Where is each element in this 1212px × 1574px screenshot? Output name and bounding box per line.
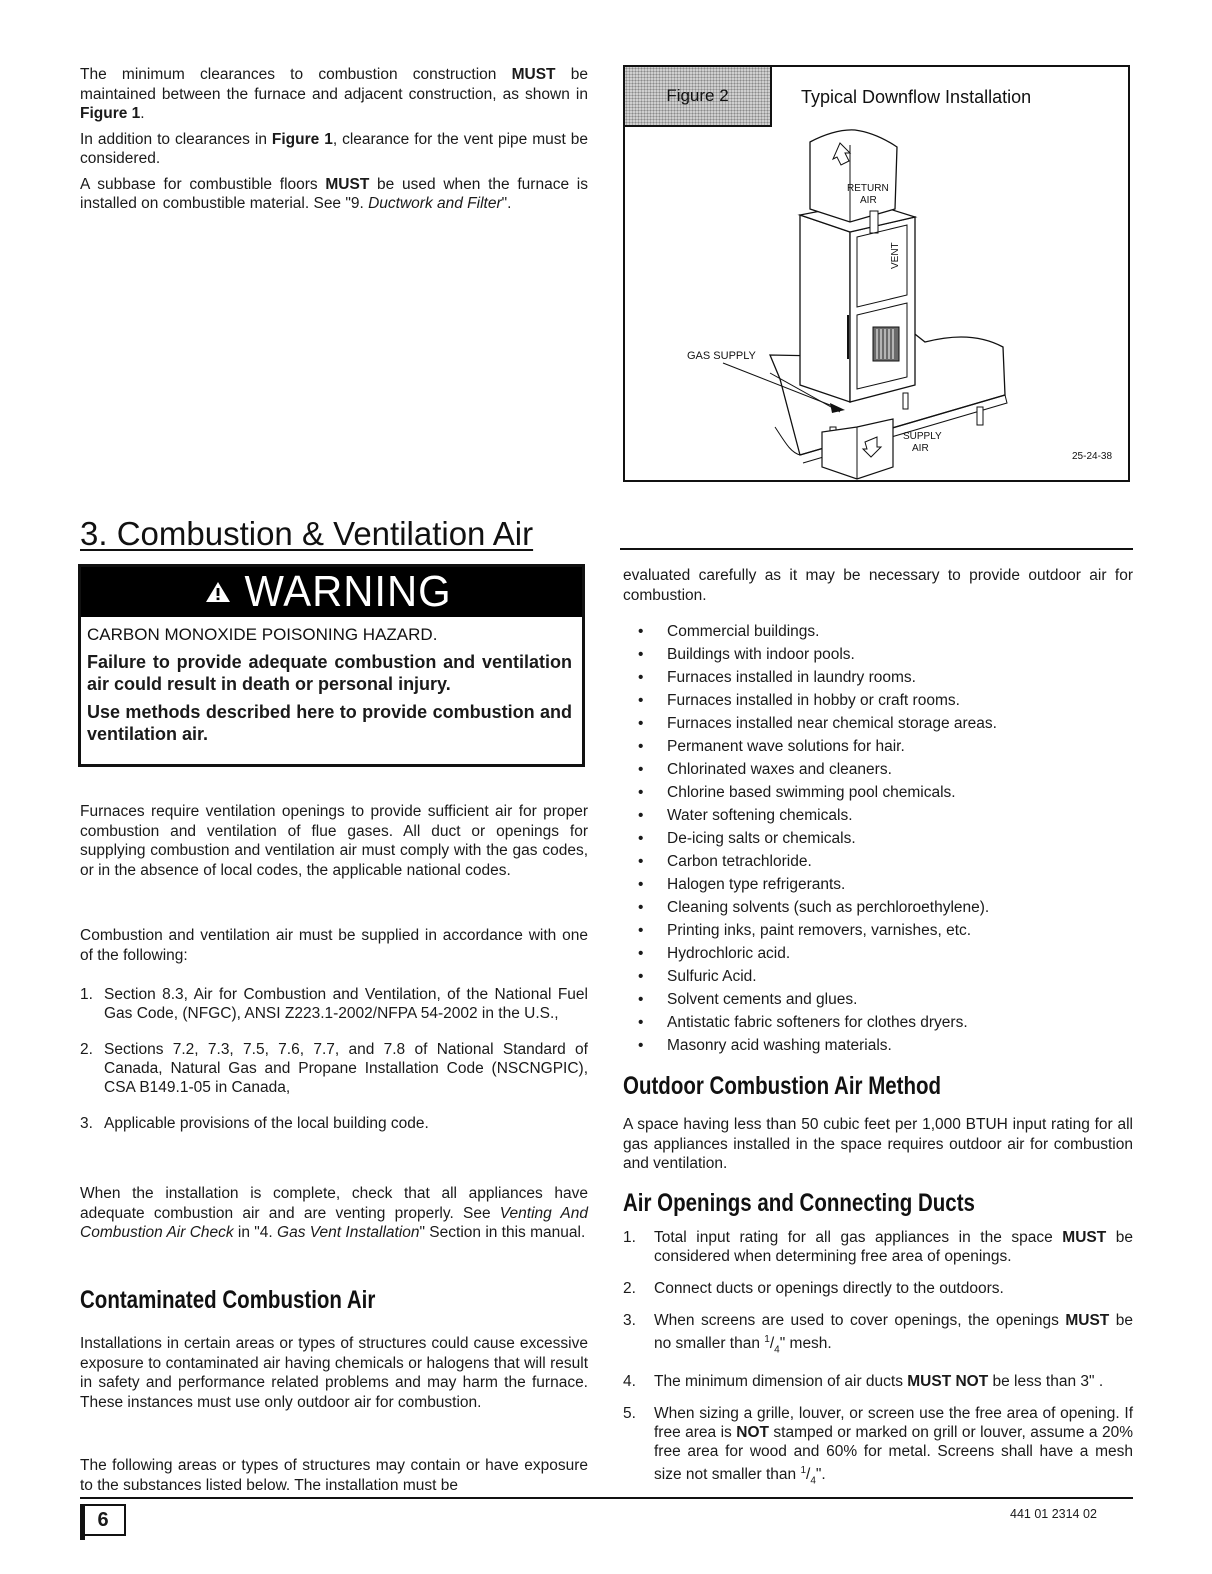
figure-2-box <box>623 65 1130 482</box>
label-supply: SUPPLY <box>903 431 942 442</box>
code-list-item: 2. Sections 7.2, 7.3, 7.5, 7.6, 7.7, and 7.8 of National Standard of Canada, Natural Gas and Propane Installation Code (NSCNGPIC), CSA B149.1-05 in Canada, <box>80 1041 588 1096</box>
figure-code: 25-24-38 <box>1072 451 1113 462</box>
list-item: • Commercial buildings. <box>638 623 820 640</box>
intro-paragraph-2: In addition to clearances in Figure 1, clearance for the vent pipe must be considered. <box>80 130 589 167</box>
downflow-installation-illustration <box>625 127 1128 480</box>
return-air-plenum <box>810 130 897 222</box>
paragraph-following: The following areas or types of structures may contain or have exposure to the substances listed below. The installation must be <box>80 1457 588 1494</box>
openings-steps-list <box>623 1228 1133 1491</box>
list-item: • Carbon tetrachloride. <box>638 853 812 870</box>
list-item: • Halogen type refrigerants. <box>638 876 846 893</box>
warning-header <box>81 567 582 617</box>
section-title-rule <box>620 548 1133 550</box>
page-number-shadow <box>80 1504 85 1540</box>
vent-pipe <box>870 211 878 233</box>
list-item: • Printing inks, paint removers, varnishes, etc. <box>638 922 972 939</box>
warning-heading: WARNING <box>244 567 453 616</box>
figure-tab-label: Figure 2 <box>666 86 729 105</box>
paragraph-furnaces: Furnaces require ventilation openings to provide sufficient air for proper combustion and ventilation of flue gases. All duct or openings for supplying combustion and ventilation air must comply with the gas codes, or in the absence of local codes, the applicable national codes. <box>80 803 588 879</box>
floor-support-back <box>903 393 908 409</box>
label-return-air: AIR <box>860 195 877 206</box>
step-item: 2. Connect ducts or openings directly to the outdoors. <box>623 1280 1004 1297</box>
warning-hazard: CARBON MONOXIDE POISONING HAZARD. <box>87 625 438 644</box>
heading-outdoor-combustion-air-method: Outdoor Combustion Air Method <box>623 1072 942 1100</box>
list-item: • Chlorine based swimming pool chemicals. <box>638 784 956 801</box>
list-item: • Permanent wave solutions for hair. <box>638 738 905 755</box>
step-item: 4. The minimum dimension of air ducts MUST NOT be less than 3" . <box>623 1373 1104 1391</box>
list-item: • Buildings with indoor pools. <box>638 646 855 663</box>
code-list <box>80 985 588 1133</box>
contaminant-list <box>623 620 1133 1057</box>
list-item: • Sulfuric Acid. <box>638 968 757 985</box>
paragraph-installations: Installations in certain areas or types of structures could cause excessive exposure to contaminated air having chemicals or halogens that will result in safety and performance related problems and may harm the furnace. These instances must use only outdoor air for combustion. <box>80 1335 588 1411</box>
list-item: • Antistatic fabric softeners for clothes dryers. <box>638 1014 968 1031</box>
document-number: 441 01 2314 02 <box>1010 1507 1097 1521</box>
list-item: • Cleaning solvents (such as perchloroethylene). <box>638 899 990 916</box>
list-item: • Hydrochloric acid. <box>638 945 791 962</box>
list-item: • De-icing salts or chemicals. <box>638 830 856 847</box>
warning-line-2: Use methods described here to provide combustion and ventilation air. <box>87 702 572 744</box>
section-title: 3. Combustion & Ventilation Air <box>80 515 534 552</box>
code-list-item: 1. Section 8.3, Air for Combustion and Ventilation, of the National Fuel Gas Code, (NFGC), ANSI Z223.1-2002/NFPA 54-2002 in the U.S., <box>80 986 588 1022</box>
warning-line-1: Failure to provide adequate combustion and ventilation air could result in death or personal injury. <box>87 652 572 694</box>
list-item: • Water softening chemicals. <box>638 807 853 824</box>
label-supply-air: AIR <box>912 443 929 454</box>
list-item: • Masonry acid washing materials. <box>638 1037 892 1054</box>
step-item: 1. Total input rating for all gas appliances in the space MUST be considered when determining free area of openings. <box>623 1229 1133 1265</box>
figure-tab <box>625 67 772 127</box>
heading-air-openings-and-connecting-ducts: Air Openings and Connecting Ducts <box>623 1189 975 1217</box>
warning-box <box>78 564 585 767</box>
footer-rule <box>80 1497 1133 1499</box>
intro-text <box>80 65 588 214</box>
list-item: • Chlorinated waxes and cleaners. <box>638 761 892 778</box>
warning-body <box>81 617 582 745</box>
step-item: 3. When screens are used to cover openings, the openings MUST be no smaller than $^1/_4$" mesh. <box>623 1312 1133 1356</box>
list-item: • Furnaces installed in laundry rooms. <box>638 669 916 686</box>
list-item: • Solvent cements and glues. <box>638 991 858 1008</box>
label-gas-supply: GAS SUPPLY <box>687 350 756 362</box>
list-item: • Furnaces installed in hobby or craft rooms. <box>638 692 960 709</box>
label-vent: VENT <box>890 242 901 269</box>
intro-paragraph-3: A subbase for combustible floors MUST be used when the furnace is installed on combustible material. See "9. Ductwork and Filter". <box>80 175 588 212</box>
paragraph-outdoor: A space having less than 50 cubic feet per 1,000 BTUH input rating for all gas appliances installed in the space requires outdoor air for combustion and ventilation. <box>623 1116 1133 1172</box>
list-item: • Furnaces installed near chemical storage areas. <box>638 715 997 732</box>
paragraph-supplied: Combustion and ventilation air must be supplied in accordance with one of the following: <box>80 927 588 964</box>
step-item: 5. When sizing a grille, louver, or screen use the free area of opening. If free area is NOT stamped or marked on grill or louver, assume a 20% free area for wood and 60% for metal. Screens shall have a mesh size not smaller than $^1/_4$". <box>623 1405 1133 1487</box>
warning-triangle-icon <box>205 580 231 604</box>
intro-paragraph-1: The minimum clearances to combustion construction MUST be maintained between the furnace and adjacent construction, as shown in Figure 1. <box>80 66 588 122</box>
label-return: RETURN <box>847 183 889 194</box>
paragraph-when-complete: When the installation is complete, check that all appliances have adequate combustion air and are venting properly. See Venting And Combustion Air Check in "4. Gas Vent Installation" Section in this manual. <box>80 1185 588 1241</box>
figure-title: Typical Downflow Installation <box>801 87 1032 107</box>
page-number: 6 <box>80 1504 126 1536</box>
code-list-item: 3. Applicable provisions of the local building code. <box>80 1115 429 1132</box>
heading-contaminated-combustion-air: Contaminated Combustion Air <box>80 1286 376 1314</box>
furnace-side <box>800 215 850 402</box>
paragraph-evaluated: evaluated carefully as it may be necessary to provide outdoor air for combustion. <box>623 567 1133 604</box>
furnace-front <box>850 217 915 402</box>
floor-support-right <box>977 407 983 425</box>
